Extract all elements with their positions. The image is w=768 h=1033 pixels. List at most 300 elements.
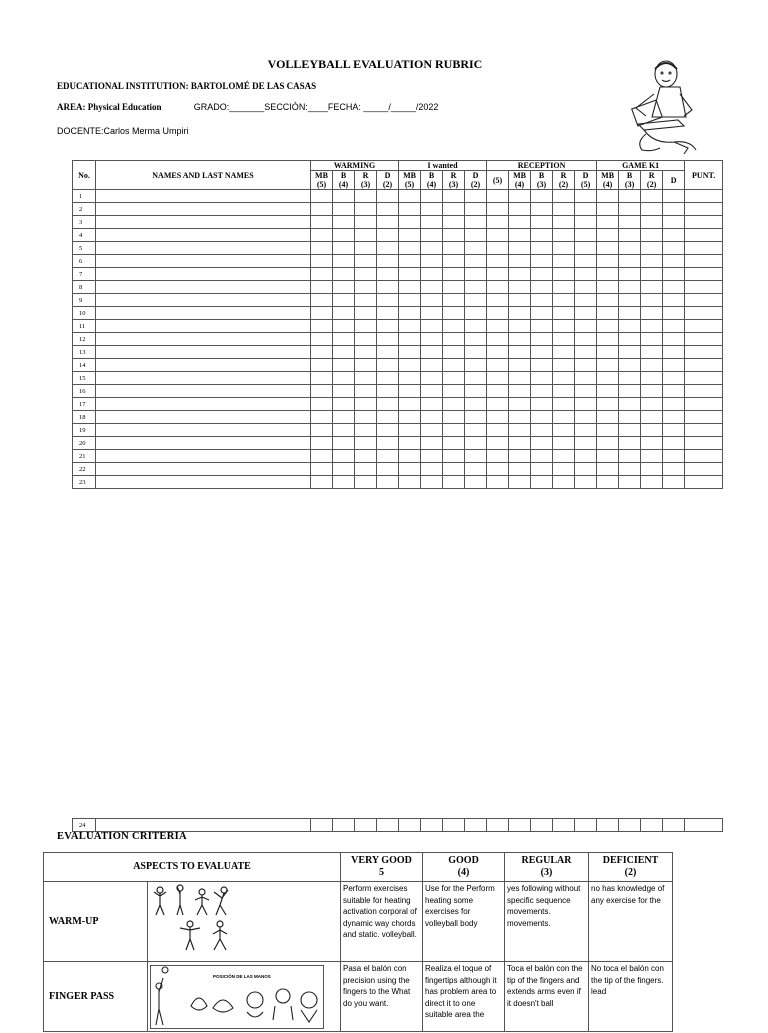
score-cell[interactable] <box>597 476 619 489</box>
score-cell[interactable] <box>355 463 377 476</box>
score-cell[interactable] <box>399 372 421 385</box>
score-cell[interactable] <box>311 229 333 242</box>
score-cell[interactable] <box>333 819 355 832</box>
score-cell[interactable] <box>377 411 399 424</box>
score-cell[interactable] <box>531 203 553 216</box>
score-cell[interactable] <box>377 307 399 320</box>
score-cell[interactable] <box>509 216 531 229</box>
score-cell[interactable] <box>355 268 377 281</box>
score-cell[interactable] <box>509 398 531 411</box>
score-cell[interactable] <box>553 437 575 450</box>
score-cell[interactable] <box>311 320 333 333</box>
score-cell[interactable] <box>465 385 487 398</box>
score-cell[interactable] <box>465 463 487 476</box>
score-cell[interactable] <box>465 307 487 320</box>
score-cell[interactable] <box>377 385 399 398</box>
score-cell[interactable] <box>663 346 685 359</box>
score-cell[interactable] <box>531 372 553 385</box>
total-score-cell[interactable] <box>685 437 723 450</box>
score-cell[interactable] <box>333 450 355 463</box>
score-cell[interactable] <box>465 190 487 203</box>
score-cell[interactable] <box>377 268 399 281</box>
total-score-cell[interactable] <box>685 424 723 437</box>
score-cell[interactable] <box>619 476 641 489</box>
score-cell[interactable] <box>531 463 553 476</box>
score-cell[interactable] <box>641 281 663 294</box>
score-cell[interactable] <box>311 411 333 424</box>
score-cell[interactable] <box>443 346 465 359</box>
score-cell[interactable] <box>355 294 377 307</box>
score-cell[interactable] <box>465 216 487 229</box>
score-cell[interactable] <box>399 437 421 450</box>
score-cell[interactable] <box>641 307 663 320</box>
score-cell[interactable] <box>553 463 575 476</box>
total-score-cell[interactable] <box>685 476 723 489</box>
score-cell[interactable] <box>465 255 487 268</box>
score-cell[interactable] <box>377 463 399 476</box>
score-cell[interactable] <box>619 424 641 437</box>
score-cell[interactable] <box>355 411 377 424</box>
score-cell[interactable] <box>333 372 355 385</box>
score-cell[interactable] <box>399 819 421 832</box>
score-cell[interactable] <box>641 424 663 437</box>
score-cell[interactable] <box>421 450 443 463</box>
score-cell[interactable] <box>597 242 619 255</box>
score-cell[interactable] <box>509 463 531 476</box>
score-cell[interactable] <box>531 333 553 346</box>
score-cell[interactable] <box>531 281 553 294</box>
score-cell[interactable] <box>509 819 531 832</box>
score-cell[interactable] <box>641 203 663 216</box>
score-cell[interactable] <box>421 463 443 476</box>
score-cell[interactable] <box>575 819 597 832</box>
score-cell[interactable] <box>487 359 509 372</box>
score-cell[interactable] <box>509 294 531 307</box>
score-cell[interactable] <box>311 463 333 476</box>
score-cell[interactable] <box>597 333 619 346</box>
score-cell[interactable] <box>355 359 377 372</box>
score-cell[interactable] <box>399 268 421 281</box>
score-cell[interactable] <box>333 216 355 229</box>
score-cell[interactable] <box>531 268 553 281</box>
score-cell[interactable] <box>465 320 487 333</box>
score-cell[interactable] <box>597 216 619 229</box>
score-cell[interactable] <box>355 190 377 203</box>
score-cell[interactable] <box>443 372 465 385</box>
score-cell[interactable] <box>333 346 355 359</box>
score-cell[interactable] <box>575 346 597 359</box>
score-cell[interactable] <box>575 385 597 398</box>
score-cell[interactable] <box>333 359 355 372</box>
score-cell[interactable] <box>333 229 355 242</box>
score-cell[interactable] <box>597 450 619 463</box>
score-cell[interactable] <box>377 359 399 372</box>
score-cell[interactable] <box>443 281 465 294</box>
score-cell[interactable] <box>487 242 509 255</box>
score-cell[interactable] <box>509 242 531 255</box>
total-score-cell[interactable] <box>685 359 723 372</box>
score-cell[interactable] <box>553 372 575 385</box>
score-cell[interactable] <box>619 268 641 281</box>
score-cell[interactable] <box>443 203 465 216</box>
score-cell[interactable] <box>663 216 685 229</box>
score-cell[interactable] <box>619 463 641 476</box>
score-cell[interactable] <box>443 450 465 463</box>
score-cell[interactable] <box>619 359 641 372</box>
score-cell[interactable] <box>333 307 355 320</box>
name-cell[interactable] <box>96 216 311 229</box>
score-cell[interactable] <box>575 450 597 463</box>
score-cell[interactable] <box>333 242 355 255</box>
score-cell[interactable] <box>443 463 465 476</box>
total-score-cell[interactable] <box>685 463 723 476</box>
score-cell[interactable] <box>531 307 553 320</box>
score-cell[interactable] <box>575 424 597 437</box>
score-cell[interactable] <box>509 320 531 333</box>
score-cell[interactable] <box>619 398 641 411</box>
score-cell[interactable] <box>399 398 421 411</box>
score-cell[interactable] <box>553 819 575 832</box>
total-score-cell[interactable] <box>685 346 723 359</box>
score-cell[interactable] <box>333 398 355 411</box>
score-cell[interactable] <box>311 476 333 489</box>
score-cell[interactable] <box>509 385 531 398</box>
score-cell[interactable] <box>531 320 553 333</box>
score-cell[interactable] <box>487 476 509 489</box>
name-cell[interactable] <box>96 372 311 385</box>
score-cell[interactable] <box>377 320 399 333</box>
score-cell[interactable] <box>641 294 663 307</box>
name-cell[interactable] <box>96 385 311 398</box>
score-cell[interactable] <box>377 281 399 294</box>
score-cell[interactable] <box>355 255 377 268</box>
score-cell[interactable] <box>399 385 421 398</box>
score-cell[interactable] <box>597 229 619 242</box>
score-cell[interactable] <box>597 346 619 359</box>
score-cell[interactable] <box>377 242 399 255</box>
name-cell[interactable] <box>96 333 311 346</box>
score-cell[interactable] <box>531 411 553 424</box>
score-cell[interactable] <box>421 229 443 242</box>
score-cell[interactable] <box>443 255 465 268</box>
total-score-cell[interactable] <box>685 450 723 463</box>
score-cell[interactable] <box>333 411 355 424</box>
total-score-cell[interactable] <box>685 307 723 320</box>
total-score-cell[interactable] <box>685 333 723 346</box>
score-cell[interactable] <box>575 476 597 489</box>
score-cell[interactable] <box>377 346 399 359</box>
score-cell[interactable] <box>509 372 531 385</box>
score-cell[interactable] <box>619 203 641 216</box>
score-cell[interactable] <box>399 476 421 489</box>
score-cell[interactable] <box>531 437 553 450</box>
score-cell[interactable] <box>663 398 685 411</box>
score-cell[interactable] <box>355 385 377 398</box>
score-cell[interactable] <box>641 346 663 359</box>
score-cell[interactable] <box>509 346 531 359</box>
score-cell[interactable] <box>619 190 641 203</box>
score-cell[interactable] <box>509 190 531 203</box>
score-cell[interactable] <box>333 255 355 268</box>
score-cell[interactable] <box>663 268 685 281</box>
score-cell[interactable] <box>421 281 443 294</box>
name-cell[interactable] <box>96 281 311 294</box>
score-cell[interactable] <box>355 242 377 255</box>
name-cell[interactable] <box>96 463 311 476</box>
score-cell[interactable] <box>487 437 509 450</box>
score-cell[interactable] <box>553 385 575 398</box>
score-cell[interactable] <box>509 424 531 437</box>
score-cell[interactable] <box>553 268 575 281</box>
score-cell[interactable] <box>663 294 685 307</box>
score-cell[interactable] <box>355 216 377 229</box>
name-cell[interactable] <box>96 268 311 281</box>
score-cell[interactable] <box>399 294 421 307</box>
score-cell[interactable] <box>377 437 399 450</box>
score-cell[interactable] <box>355 450 377 463</box>
total-score-cell[interactable] <box>685 398 723 411</box>
score-cell[interactable] <box>377 476 399 489</box>
score-cell[interactable] <box>597 359 619 372</box>
score-cell[interactable] <box>487 190 509 203</box>
score-cell[interactable] <box>311 450 333 463</box>
total-score-cell[interactable] <box>685 242 723 255</box>
score-cell[interactable] <box>355 398 377 411</box>
score-cell[interactable] <box>443 359 465 372</box>
score-cell[interactable] <box>663 819 685 832</box>
score-cell[interactable] <box>421 476 443 489</box>
score-cell[interactable] <box>355 281 377 294</box>
score-cell[interactable] <box>465 424 487 437</box>
score-cell[interactable] <box>377 372 399 385</box>
score-cell[interactable] <box>421 333 443 346</box>
name-cell[interactable] <box>96 320 311 333</box>
score-cell[interactable] <box>421 255 443 268</box>
score-cell[interactable] <box>553 398 575 411</box>
score-cell[interactable] <box>443 268 465 281</box>
name-cell[interactable] <box>96 229 311 242</box>
score-cell[interactable] <box>597 255 619 268</box>
score-cell[interactable] <box>443 424 465 437</box>
name-cell[interactable] <box>96 450 311 463</box>
score-cell[interactable] <box>311 424 333 437</box>
score-cell[interactable] <box>619 372 641 385</box>
score-cell[interactable] <box>377 424 399 437</box>
score-cell[interactable] <box>575 359 597 372</box>
score-cell[interactable] <box>333 268 355 281</box>
score-cell[interactable] <box>619 294 641 307</box>
score-cell[interactable] <box>553 294 575 307</box>
score-cell[interactable] <box>421 424 443 437</box>
score-cell[interactable] <box>663 372 685 385</box>
score-cell[interactable] <box>575 398 597 411</box>
score-cell[interactable] <box>619 437 641 450</box>
score-cell[interactable] <box>311 281 333 294</box>
score-cell[interactable] <box>619 450 641 463</box>
score-cell[interactable] <box>421 385 443 398</box>
total-score-cell[interactable] <box>685 819 723 832</box>
score-cell[interactable] <box>421 411 443 424</box>
score-cell[interactable] <box>553 307 575 320</box>
score-cell[interactable] <box>465 437 487 450</box>
score-cell[interactable] <box>509 281 531 294</box>
score-cell[interactable] <box>333 320 355 333</box>
total-score-cell[interactable] <box>685 385 723 398</box>
score-cell[interactable] <box>311 255 333 268</box>
score-cell[interactable] <box>443 476 465 489</box>
score-cell[interactable] <box>311 372 333 385</box>
score-cell[interactable] <box>641 333 663 346</box>
score-cell[interactable] <box>355 476 377 489</box>
score-cell[interactable] <box>509 203 531 216</box>
score-cell[interactable] <box>509 411 531 424</box>
name-cell[interactable] <box>96 242 311 255</box>
score-cell[interactable] <box>487 450 509 463</box>
score-cell[interactable] <box>487 268 509 281</box>
score-cell[interactable] <box>487 385 509 398</box>
score-cell[interactable] <box>597 320 619 333</box>
name-cell[interactable] <box>96 190 311 203</box>
score-cell[interactable] <box>487 281 509 294</box>
score-cell[interactable] <box>355 346 377 359</box>
score-cell[interactable] <box>553 411 575 424</box>
score-cell[interactable] <box>531 229 553 242</box>
name-cell[interactable] <box>96 255 311 268</box>
score-cell[interactable] <box>421 346 443 359</box>
score-cell[interactable] <box>399 203 421 216</box>
score-cell[interactable] <box>443 437 465 450</box>
total-score-cell[interactable] <box>685 203 723 216</box>
score-cell[interactable] <box>465 281 487 294</box>
total-score-cell[interactable] <box>685 268 723 281</box>
score-cell[interactable] <box>399 333 421 346</box>
score-cell[interactable] <box>465 398 487 411</box>
score-cell[interactable] <box>355 424 377 437</box>
score-cell[interactable] <box>663 463 685 476</box>
name-cell[interactable] <box>96 359 311 372</box>
score-cell[interactable] <box>311 819 333 832</box>
score-cell[interactable] <box>465 411 487 424</box>
score-cell[interactable] <box>487 819 509 832</box>
score-cell[interactable] <box>465 203 487 216</box>
name-cell[interactable] <box>96 411 311 424</box>
score-cell[interactable] <box>311 203 333 216</box>
score-cell[interactable] <box>553 320 575 333</box>
score-cell[interactable] <box>311 216 333 229</box>
score-cell[interactable] <box>311 437 333 450</box>
score-cell[interactable] <box>663 450 685 463</box>
score-cell[interactable] <box>333 294 355 307</box>
score-cell[interactable] <box>421 294 443 307</box>
score-cell[interactable] <box>509 333 531 346</box>
score-cell[interactable] <box>597 307 619 320</box>
score-cell[interactable] <box>597 819 619 832</box>
score-cell[interactable] <box>597 437 619 450</box>
name-cell[interactable] <box>96 307 311 320</box>
score-cell[interactable] <box>399 463 421 476</box>
score-cell[interactable] <box>421 819 443 832</box>
score-cell[interactable] <box>333 463 355 476</box>
score-cell[interactable] <box>465 450 487 463</box>
score-cell[interactable] <box>421 190 443 203</box>
score-cell[interactable] <box>641 255 663 268</box>
score-cell[interactable] <box>531 476 553 489</box>
score-cell[interactable] <box>421 398 443 411</box>
score-cell[interactable] <box>663 203 685 216</box>
score-cell[interactable] <box>553 190 575 203</box>
score-cell[interactable] <box>333 476 355 489</box>
score-cell[interactable] <box>619 333 641 346</box>
score-cell[interactable] <box>487 333 509 346</box>
score-cell[interactable] <box>421 307 443 320</box>
score-cell[interactable] <box>377 398 399 411</box>
score-cell[interactable] <box>487 229 509 242</box>
total-score-cell[interactable] <box>685 411 723 424</box>
score-cell[interactable] <box>663 359 685 372</box>
score-cell[interactable] <box>619 255 641 268</box>
score-cell[interactable] <box>465 372 487 385</box>
score-cell[interactable] <box>377 294 399 307</box>
score-cell[interactable] <box>465 359 487 372</box>
score-cell[interactable] <box>509 476 531 489</box>
total-score-cell[interactable] <box>685 216 723 229</box>
score-cell[interactable] <box>509 359 531 372</box>
score-cell[interactable] <box>465 346 487 359</box>
score-cell[interactable] <box>311 190 333 203</box>
score-cell[interactable] <box>377 190 399 203</box>
score-cell[interactable] <box>619 281 641 294</box>
score-cell[interactable] <box>531 385 553 398</box>
score-cell[interactable] <box>487 216 509 229</box>
score-cell[interactable] <box>575 190 597 203</box>
score-cell[interactable] <box>355 372 377 385</box>
score-cell[interactable] <box>333 203 355 216</box>
score-cell[interactable] <box>597 203 619 216</box>
name-cell[interactable] <box>96 424 311 437</box>
score-cell[interactable] <box>333 385 355 398</box>
score-cell[interactable] <box>531 450 553 463</box>
score-cell[interactable] <box>399 307 421 320</box>
score-cell[interactable] <box>355 203 377 216</box>
score-cell[interactable] <box>641 411 663 424</box>
score-cell[interactable] <box>641 463 663 476</box>
score-cell[interactable] <box>531 242 553 255</box>
score-cell[interactable] <box>443 398 465 411</box>
score-cell[interactable] <box>487 424 509 437</box>
score-cell[interactable] <box>575 229 597 242</box>
score-cell[interactable] <box>487 463 509 476</box>
score-cell[interactable] <box>663 242 685 255</box>
score-cell[interactable] <box>355 307 377 320</box>
score-cell[interactable] <box>597 411 619 424</box>
score-cell[interactable] <box>465 294 487 307</box>
score-cell[interactable] <box>597 190 619 203</box>
score-cell[interactable] <box>355 819 377 832</box>
score-cell[interactable] <box>531 819 553 832</box>
score-cell[interactable] <box>619 229 641 242</box>
score-cell[interactable] <box>333 437 355 450</box>
score-cell[interactable] <box>399 411 421 424</box>
score-cell[interactable] <box>641 385 663 398</box>
score-cell[interactable] <box>597 398 619 411</box>
score-cell[interactable] <box>575 268 597 281</box>
score-cell[interactable] <box>399 320 421 333</box>
total-score-cell[interactable] <box>685 372 723 385</box>
total-score-cell[interactable] <box>685 229 723 242</box>
name-cell[interactable] <box>96 819 311 832</box>
score-cell[interactable] <box>377 216 399 229</box>
score-cell[interactable] <box>641 819 663 832</box>
